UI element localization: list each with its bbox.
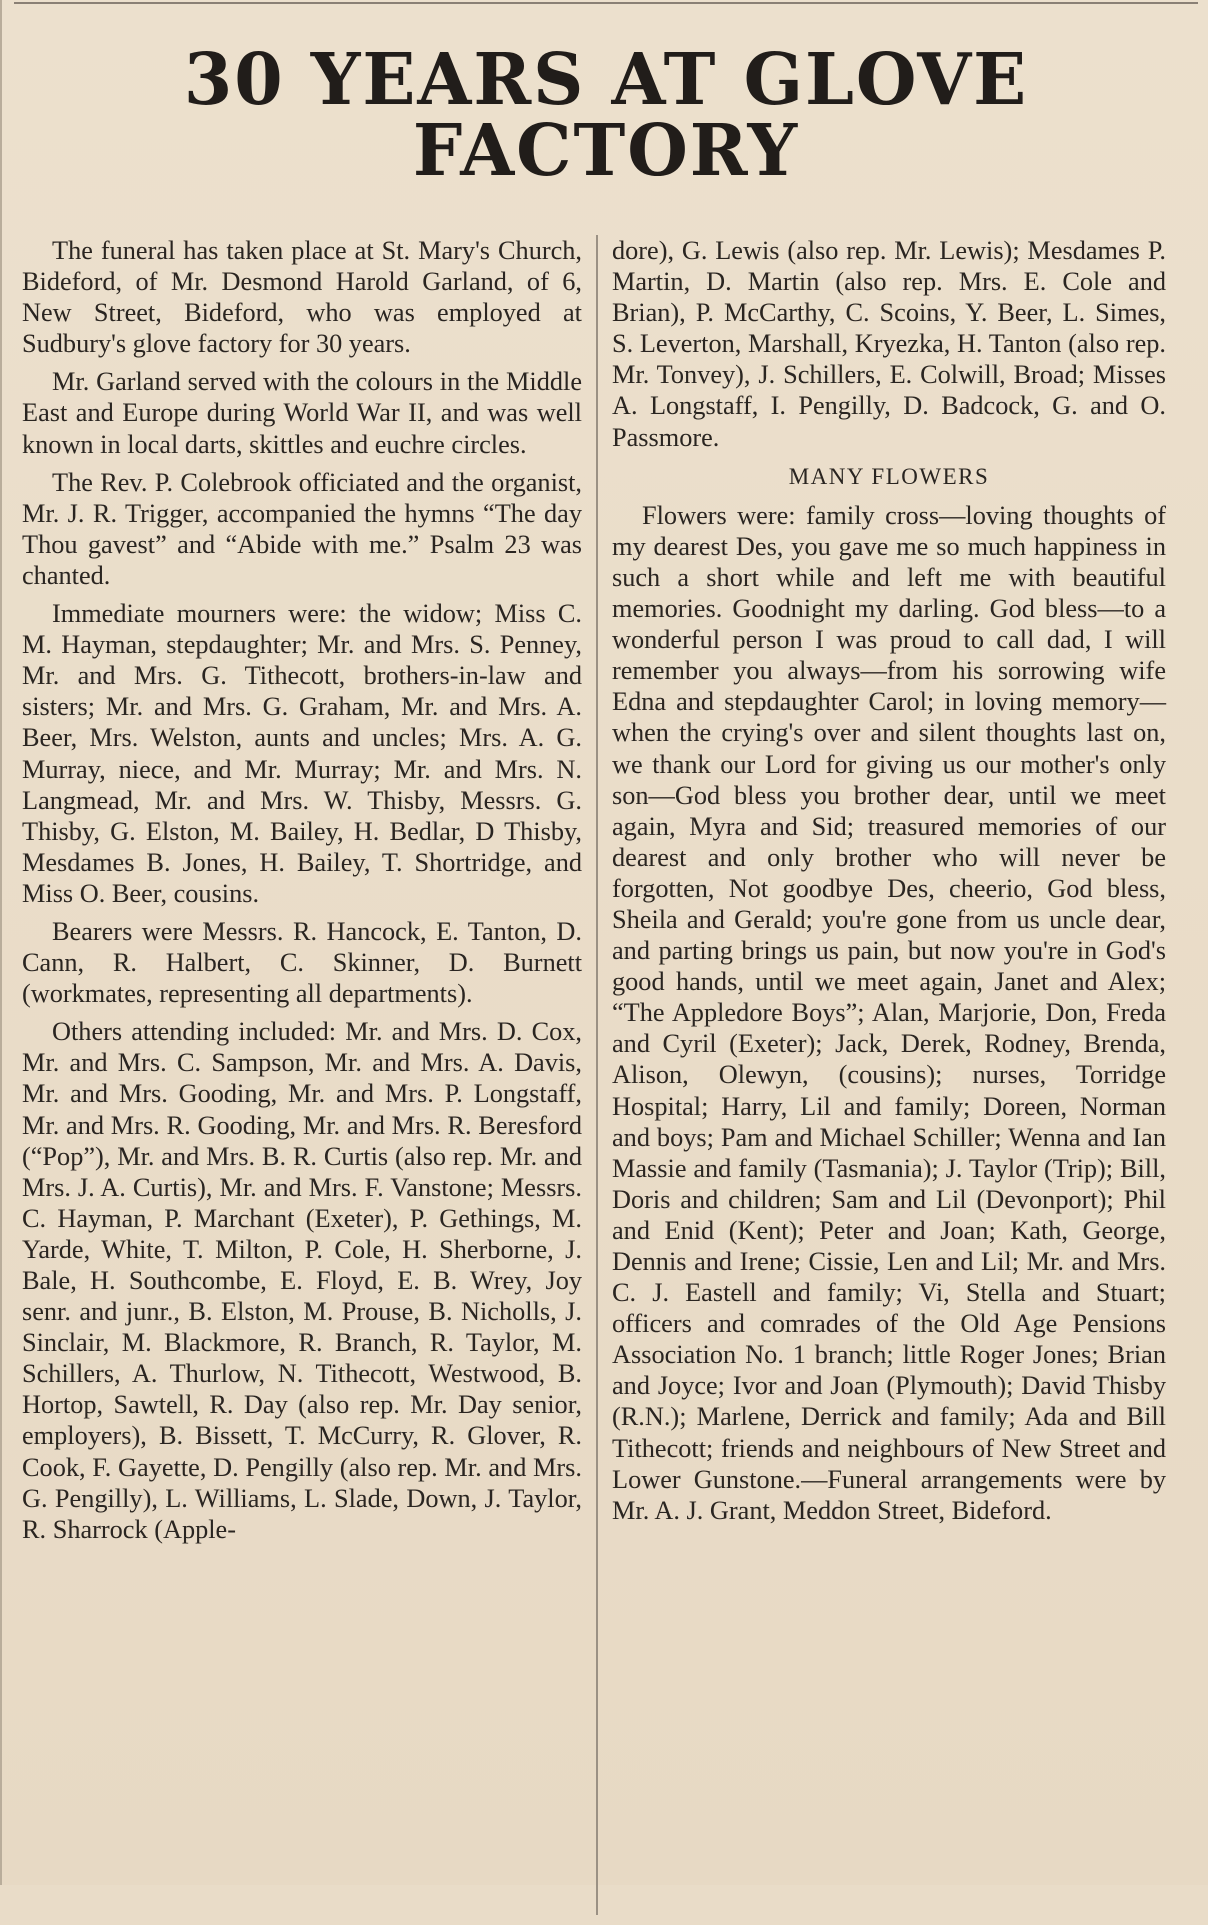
right-column	[598, 235, 1180, 1925]
left-column	[14, 235, 596, 1925]
paragraph-service: The Rev. P. Colebrook officiated and the organist, Mr. J. R. Trigger, accompanied the hymns “The day Thou gavest” and “Abide with me.” Psalm 23 was chanted.	[22, 467, 582, 590]
paragraph-flowers: Flowers were: family cross—loving thoughts of my dearest Des, you gave me so much happiness in such a short while and left me with beautiful memories. Goodnight my darling. God bless—to a wonderful person I was proud to call dad, I will remember you always—from his sorrowing wife Edna and stepdaughter Carol; in loving memory—when the crying's over and silent thoughts last on, we thank our Lord for giving us our mother's only son—God bless you brother dear, until we meet again, Myra and Sid; treasured memories of our dearest and only brother who will never be forgotten, Not goodbye Des, cheerio, God bless, Sheila and Gerald; you're gone from us uncle dear, and parting brings us pain, but now you're in God's good hands, until we meet again, Janet and Alex; “The Appledore Boys”; Alan, Marjorie, Don, Freda and Cyril (Exeter); Jack, Derek, Rodney, Brenda, Alison, Olewyn, (cousins); nurses, Torridge Hospital; Harry, Lil and family; Doreen, Norman and boys; Pam and Michael Schiller; Wenna and Ian Massie and family (Tasmania); J. Taylor (Trip); Bill, Doris and children; Sam and Lil (Devonport); Phil and Enid (Kent); Peter and Joan; Kath, George, Dennis and Irene; Cissie, Len and Lil; Mr. and Mrs. C. J. Eastell and family; Vi, Stella and Stuart; officers and comrades of the Old Age Pensions Association No. 1 branch; little Roger Jones; Brian and Joyce; Ivor and Joan (Plymouth); David Thisby (R.N.); Marlene, Derrick and family; Ada and Bill Tithecott; friends and neighbours of New Street and Lower Gunstone.—Funeral arrangements were by Mr. A. J. Grant, Meddon Street, Bideford.	[612, 500, 1166, 1525]
paragraph-funeral-intro: The funeral has taken place at St. Mary's Church, Bideford, of Mr. Desmond Harold Garland, of 6, New Street, Bideford, who was employed at Sudbury's glove factory for 30 years.	[22, 236, 582, 359]
subheading-many-flowers: MANY FLOWERS	[788, 463, 990, 489]
paragraph-war-service: Mr. Garland served with the colours in the Middle East and Europe during World War II, and was well known in local darts, skittles and euchre circles.	[22, 367, 582, 459]
paragraph-bearers: Bearers were Messrs. R. Hancock, E. Tanton, D. Cann, R. Halbert, C. Skinner, D. Burnett (workmates, representing all departments).	[22, 916, 582, 1009]
paragraph-immediate-mourners: Immediate mourners were: the widow; Miss C. M. Hayman, stepdaughter; Mr. and Mrs. S. Penney, Mr. and Mrs. G. Tithecott, brothers-in-law and sisters; Mr. and Mrs. G. Graham, Mr. and Mrs. A. Beer, Mrs. Welston, aunts and uncles; Mrs. A. G. Murray, niece, and Mr. Murray; Mr. and Mrs. N. Langmead, Mr. and Mrs. W. Thisby, Messrs. G. Thisby, G. Elston, M. Bailey, H. Bedlar, D Thisby, Mesdames B. Jones, H. Bailey, T. Shortridge, and Miss O. Beer, cousins.	[22, 599, 582, 908]
headline: 30 YEARS AT GLOVE FACTORY	[183, 37, 1029, 192]
paragraph-others-attending: Others attending included: Mr. and Mrs. D. Cox, Mr. and Mrs. C. Sampson, Mr. and Mrs. A. Davis, Mr. and Mrs. Gooding, Mr. and Mrs. P. Longstaff, Mr. and Mrs. R. Gooding, Mr. and Mrs. R. Beresford (“Pop”), Mr. and Mrs. B. R. Curtis (also rep. Mr. and Mrs. J. A. Curtis), Mr. and Mrs. F. Vanstone; Messrs. C. Hayman, P. Marchant (Exeter), P. Gethings, M. Yarde, White, T. Milton, P. Cole, H. Sherborne, J. Bale, H. Southcombe, E. Floyd, E. B. Wrey, Joy senr. and junr., B. Elston, M. Prouse, B. Nicholls, J. Sinclair, M. Blackmore, R. Branch, R. Taylor, M. Schillers, A. Thurlow, N. Tithecott, Westwood, B. Hortop, Sawtell, R. Day (also rep. Mr. Day senior, employers), B. Bissett, T. McCurry, R. Glover, R. Cook, F. Gayette, D. Pengilly (also rep. Mr. and Mrs. G. Pengilly), L. Williams, L. Slade, Down, J. Taylor, R. Sharrock (Apple-	[22, 1017, 582, 1544]
paragraph-attendees-continued: dore), G. Lewis (also rep. Mr. Lewis); Mesdames P. Martin, D. Martin (also rep. Mrs. E. Cole and Brian), P. McCarthy, C. Scoins, Y. Beer, L. Simes, S. Leverton, Marshall, Kryezka, H. Tanton (also rep. Mr. Tonvey), J. Schillers, E. Colwill, Broad; Misses A. Longstaff, I. Pengilly, D. Badcock, G. and O. Passmore.	[612, 236, 1166, 452]
article-columns	[14, 235, 1198, 1925]
